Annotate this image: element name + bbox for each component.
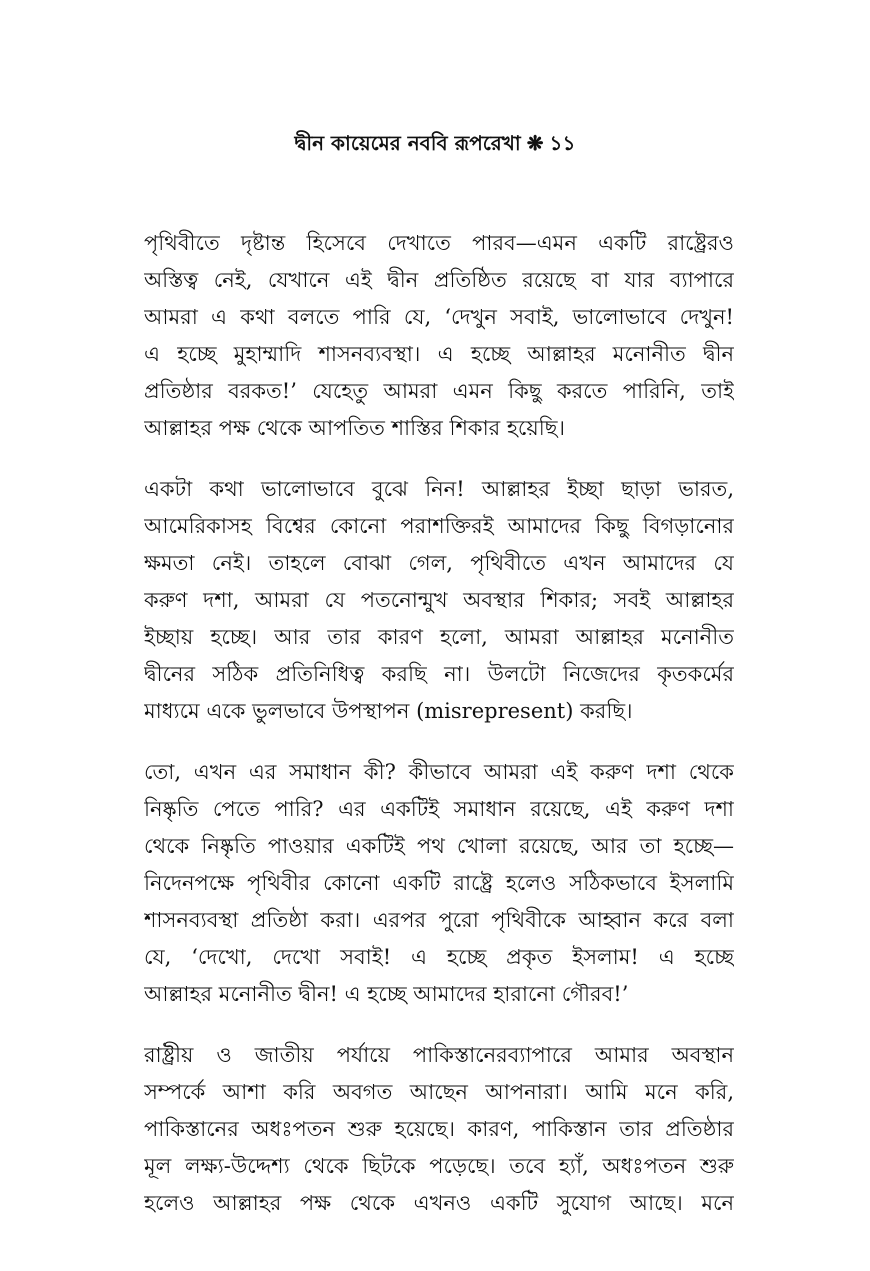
text-line: ক্ষমতা নেই। তাহলে বোঝা গেল, পৃথিবীতে এখন আমাদের যে <box>144 551 734 575</box>
text-line: প্রতিষ্ঠার বরকত!’ যেহেতু আমরা এমন কিছু করতে পারিনি, তাই <box>144 379 734 403</box>
text-line: আমরা এ কথা বলতে পারি যে, ‘দেখুন সবাই, ভালোভাবে দেখুন! <box>144 305 734 329</box>
text-line: আল্লাহর মনোনীত দ্বীন! এ হচ্ছে আমাদের হারানো গৌরব!’ <box>144 982 629 1006</box>
text-line: দ্বীনের সঠিক প্রতিনিধিত্ব করছি না। উলটো নিজেদের কৃতকর্মের <box>144 662 734 686</box>
text-line: পৃথিবীতে দৃষ্টান্ত হিসেবে দেখাতে পারব—এমন একটি রাষ্ট্রেরও <box>144 231 734 255</box>
text-line: এ হচ্ছে মুহাম্মাদি শাসনব্যবস্থা। এ হচ্ছে আল্লাহর মনোনীত দ্বীন <box>144 342 734 366</box>
body-text <box>144 225 734 1246</box>
text-line: পাকিস্তানের অধঃপতন শুরু হয়েছে। কারণ, পাকিস্তান তার প্রতিষ্ঠার <box>144 1117 734 1141</box>
text-line: নিষ্কৃতি পেতে পারি? এর একটিই সমাধান রয়েছে, এই করুণ দশা <box>144 797 734 821</box>
paragraph <box>144 471 734 730</box>
text-line: করুণ দশা, আমরা যে পতনোন্মুখ অবস্থার শিকার; সবই আল্লাহর <box>144 588 734 612</box>
text-line: থেকে নিষ্কৃতি পাওয়ার একটিই পথ খোলা রয়েছে, আর তা হচ্ছে— <box>144 834 734 858</box>
book-title: দ্বীন কায়েমের নববি রূপরেখা <box>294 131 521 155</box>
paragraph <box>144 1037 734 1222</box>
text-line: আমেরিকাসহ বিশ্বের কোনো পরাশক্তিরই আমাদের কিছু বিগড়ানোর <box>144 514 734 538</box>
ornament-separator-icon: ❋ <box>526 131 544 155</box>
text-line: নিদেনপক্ষে পৃথিবীর কোনো একটি রাষ্ট্রে হলেও সঠিকভাবে ইসলামি <box>144 871 734 895</box>
text-line: আল্লাহর পক্ষ থেকে আপতিত শাস্তির শিকার হয়েছি। <box>144 416 565 440</box>
paragraph <box>144 754 734 1013</box>
text-line: ইচ্ছায় হচ্ছে। আর তার কারণ হলো, আমরা আল্লাহর মনোনীত <box>144 625 734 649</box>
text-line: রাষ্ট্রীয় ও জাতীয় পর্যায়ে পাকিস্তানেরব্যাপারে আমার অবস্থান <box>144 1043 734 1067</box>
text-line: একটা কথা ভালোভাবে বুঝে নিন! আল্লাহর ইচ্ছা ছাড়া ভারত, <box>144 477 734 501</box>
text-line: হলেও আল্লাহর পক্ষ থেকে এখনও একটি সুযোগ আছে। মনে <box>144 1191 734 1215</box>
text-line: অস্তিত্ব নেই, যেখানে এই দ্বীন প্রতিষ্ঠিত রয়েছে বা যার ব্যাপারে <box>144 268 734 292</box>
text-line: মূল লক্ষ্য-উদ্দেশ্য থেকে ছিটকে পড়েছে। তবে হ্যাঁ, অধঃপতন শুরু <box>144 1154 734 1178</box>
paragraph <box>144 225 734 447</box>
text-line: যে, ‘দেখো, দেখো সবাই! এ হচ্ছে প্রকৃত ইসলাম! এ হচ্ছে <box>144 945 734 969</box>
running-header <box>0 128 870 158</box>
page-number: ১১ <box>549 131 576 155</box>
text-line: তো, এখন এর সমাধান কী? কীভাবে আমরা এই করুণ দশা থেকে <box>144 760 734 784</box>
text-line: শাসনব্যবস্থা প্রতিষ্ঠা করা। এরপর পুরো পৃথিবীকে আহ্বান করে বলা <box>144 908 734 932</box>
text-line: মাধ্যমে একে ভুলভাবে উপস্থাপন (misrepresent) করছি। <box>144 699 633 723</box>
text-line: সম্পর্কে আশা করি অবগত আছেন আপনারা। আমি মনে করি, <box>144 1080 734 1104</box>
